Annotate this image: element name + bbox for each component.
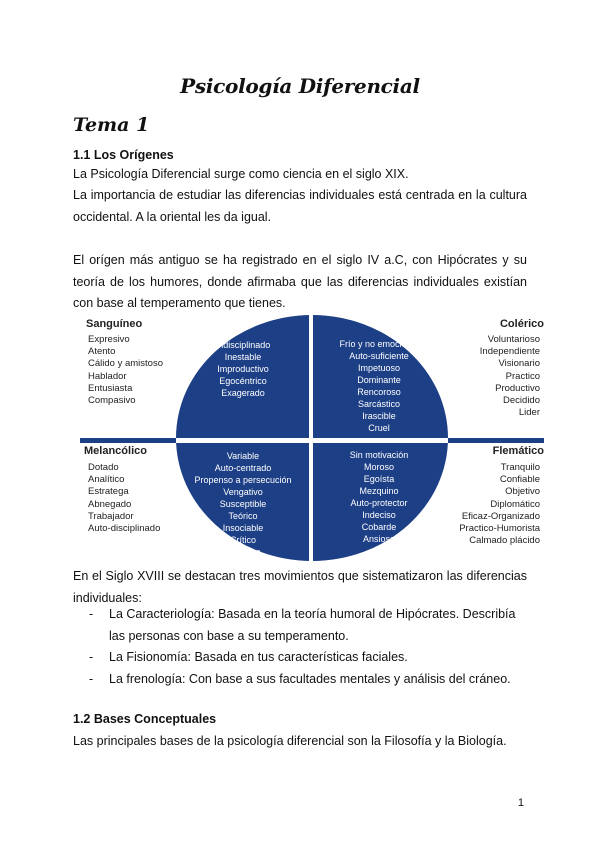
trait-item: Auto-centrado — [214, 463, 272, 473]
trait-item: Moroso — [363, 462, 394, 472]
trait-item: Practico — [505, 370, 540, 382]
trait-item: Dotado — [88, 462, 119, 473]
trait-item: Dominante — [357, 375, 401, 385]
sanguineo-traits — [88, 334, 163, 407]
trait-item: Improductivo — [217, 364, 269, 374]
trait-item: Voluntarioso — [487, 334, 540, 345]
trait-item: Frío y no emocional — [339, 339, 419, 349]
page-title: Psicología Diferencial — [180, 74, 420, 98]
trait-item: Egocéntrico — [219, 376, 267, 386]
trait-item: Diplomático — [490, 498, 540, 510]
trait-item: Propenso a persecución — [194, 475, 292, 485]
list-item-text: La Caracteriología: Basada en la teoría humoral de Hipócrates. Describía las personas con base a su temperamento. — [109, 607, 516, 643]
trait-item: Auto-protector — [350, 498, 408, 508]
trait-item: Visionario — [498, 358, 540, 370]
trait-item: Trabajador — [88, 510, 134, 522]
trait-item: Sarcástico — [357, 399, 401, 409]
bullet-dash: - — [89, 671, 94, 686]
section-heading-origins: 1.1 Los Orígenes — [73, 148, 174, 162]
colerico-title: Colérico — [499, 318, 544, 330]
trait-item: Tranquilo — [500, 462, 540, 473]
center-top-left-traits — [177, 339, 309, 399]
temperaments-diagram — [80, 314, 544, 564]
trait-item: Confiable — [499, 474, 540, 486]
trait-item: Susceptible — [219, 499, 267, 509]
list-item-text: La Fisionomía: Basada en tus características faciales. — [109, 650, 408, 664]
trait-item: Independiente — [479, 346, 540, 358]
trait-item: Analítico — [88, 474, 125, 486]
trait-item: Variable — [226, 451, 260, 461]
paragraph-cultural-importance: La importancia de estudiar las diferencias individuales está centrada en la cultura occidental. A la oriental les da igual. — [73, 188, 527, 224]
sanguineo-title: Sanguíneo — [86, 318, 143, 330]
trait-item: Practico-Humorista — [459, 523, 540, 535]
trait-item: Expresivo — [88, 334, 130, 345]
paragraph-xviii-movements: En el Siglo XVIII se destacan tres movimientos que sistematizaron las diferencias individuales: — [73, 569, 527, 605]
melancolico-title: Melancólico — [84, 445, 147, 457]
bullet-dash: - — [89, 607, 94, 621]
colerico-traits — [480, 334, 540, 419]
trait-item: Auto-disciplinado — [88, 523, 161, 535]
trait-item: Cobarde — [361, 522, 397, 532]
flematico-traits — [459, 462, 540, 547]
movements-list — [73, 604, 527, 690]
trait-item: Impetuoso — [357, 363, 401, 373]
trait-item: Rencoroso — [357, 387, 401, 397]
trait-item: Abnegado — [88, 498, 132, 510]
trait-item: Eficaz-Organizado — [461, 510, 540, 522]
bullet-dash: - — [89, 650, 94, 664]
trait-item: Insociable — [222, 523, 264, 533]
trait-item: Egoísta — [363, 474, 395, 484]
trait-item: Inestable — [224, 352, 262, 362]
list-item — [73, 669, 527, 691]
page-number: 1 — [517, 797, 524, 809]
list-item — [73, 604, 527, 647]
center-bottom-right-traits — [313, 449, 445, 545]
trait-item: Indeciso — [362, 510, 396, 520]
trait-item: Sin motivación — [349, 450, 409, 460]
trait-item: Negativo — [225, 547, 261, 557]
section-heading-bases: 1.2 Bases Conceptuales — [73, 712, 217, 726]
trait-item: Auto-suficiente — [349, 351, 409, 361]
center-bottom-left-traits — [177, 450, 309, 558]
list-item-text: La frenología: Con base a sus facultades mentales y análisis del cráneo. — [109, 671, 511, 686]
trait-item: Objetivo — [505, 486, 540, 498]
flematico-title: Flemático — [492, 445, 544, 457]
trait-item: Cruel — [368, 423, 390, 433]
trait-item: Ansioso — [362, 534, 396, 544]
melancolico-traits — [88, 462, 160, 535]
trait-item: Vengativo — [223, 487, 263, 497]
trait-item: Crítico — [229, 535, 256, 545]
trait-item: Exagerado — [221, 388, 265, 398]
trait-item: Atento — [88, 346, 116, 358]
trait-item: Productivo — [495, 382, 540, 394]
paragraph-origin-science: La Psicología Diferencial surge como ciencia en el siglo XIX. — [73, 167, 409, 181]
trait-item: Hablador — [88, 370, 127, 382]
trait-item: Irascible — [362, 411, 396, 421]
trait-item: Calmado plácido — [469, 535, 540, 547]
trait-item: Mezquino — [359, 486, 399, 496]
trait-item: Compasivo — [88, 395, 136, 407]
trait-item: Decidido — [503, 395, 540, 407]
list-item — [73, 647, 527, 669]
trait-item: Estratega — [88, 486, 129, 498]
trait-item: Lider — [518, 407, 540, 419]
trait-item: Indisciplinado — [215, 340, 271, 350]
trait-item: Entusiasta — [88, 382, 133, 394]
trait-item: Teórico — [228, 511, 258, 521]
paragraph-bases: Las principales bases de la psicología diferencial son la Filosofía y la Biología. — [73, 734, 507, 748]
center-top-right-traits — [313, 338, 445, 434]
paragraph-hippocrates: El orígen más antiguo se ha registrado en el siglo IV a.C, con Hipócrates y su teoría de los humores, donde afirmaba que las diferencias individuales existían con base al temperamento que tienes. — [73, 253, 527, 310]
chapter-heading: Tema 1 — [73, 114, 150, 136]
trait-item: Cálido y amistoso — [88, 358, 163, 370]
